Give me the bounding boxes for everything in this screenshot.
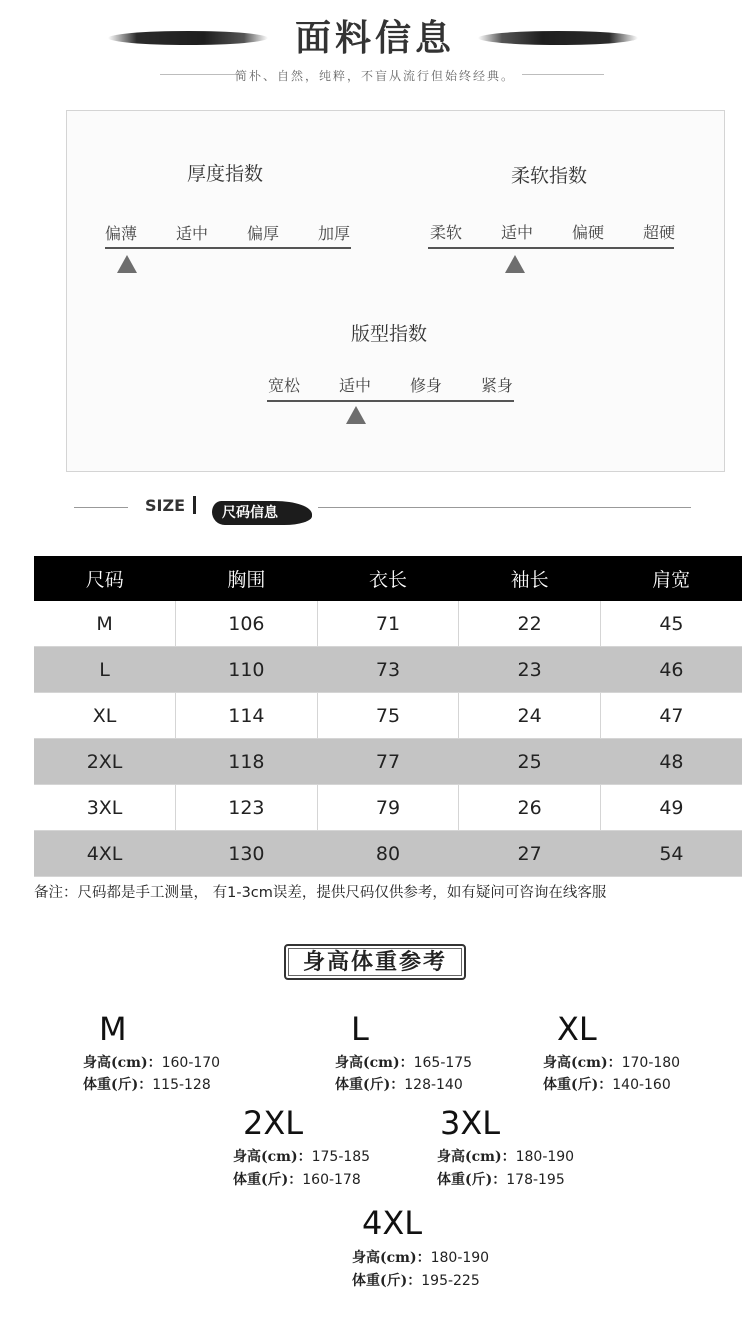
hw-height-value: 175-185 xyxy=(311,1149,371,1165)
thickness-option: 适中 xyxy=(175,224,208,243)
size-label-separator xyxy=(193,496,196,514)
hw-height-label: 身高(cm)： xyxy=(83,1055,162,1071)
table-cell: 118 xyxy=(176,739,318,785)
hw-height-label: 身高(cm)： xyxy=(335,1055,414,1071)
table-cell: 25 xyxy=(459,739,601,785)
fit-scale-line xyxy=(267,400,514,402)
softness-scale-labels xyxy=(430,220,675,243)
hw-weight-line xyxy=(352,1270,480,1290)
hw-weight-label: 体重(斤)： xyxy=(83,1077,153,1093)
thickness-scale-labels xyxy=(105,221,350,244)
table-cell: 23 xyxy=(459,647,601,693)
table-row xyxy=(34,831,742,877)
hw-height-line xyxy=(352,1247,489,1267)
hw-height-value: 160-170 xyxy=(161,1055,221,1071)
hw-height-label: 身高(cm)： xyxy=(233,1149,312,1165)
hw-height-value: 170-180 xyxy=(621,1055,681,1071)
hw-weight-line xyxy=(83,1074,211,1094)
fit-option: 宽松 xyxy=(268,376,301,395)
table-cell: 3XL xyxy=(34,785,176,831)
hw-weight-line xyxy=(335,1074,463,1094)
hw-weight-value: 195-225 xyxy=(421,1273,480,1289)
hw-height-label: 身高(cm)： xyxy=(437,1149,516,1165)
table-header-row xyxy=(34,556,742,601)
hw-size-label: 2XL xyxy=(243,1104,304,1142)
size-label: SIZE xyxy=(145,496,186,515)
hw-weight-label: 体重(斤)： xyxy=(352,1273,422,1289)
softness-index-title: 柔软指数 xyxy=(510,165,587,187)
table-cell: L xyxy=(34,647,176,693)
table-header-cell: 衣长 xyxy=(317,556,459,601)
table-cell: 73 xyxy=(317,647,459,693)
fabric-info-panel xyxy=(66,110,725,472)
hw-weight-line xyxy=(233,1169,361,1189)
table-row xyxy=(34,785,742,831)
thickness-option: 加厚 xyxy=(317,224,350,243)
fit-indicator-icon xyxy=(346,406,366,424)
hw-size-label: L xyxy=(351,1010,369,1048)
size-table xyxy=(34,556,742,877)
table-cell: 54 xyxy=(600,831,742,877)
table-cell: 130 xyxy=(176,831,318,877)
table-row xyxy=(34,647,742,693)
page-title: 面料信息 xyxy=(294,17,455,59)
table-cell: 24 xyxy=(459,693,601,739)
table-row xyxy=(34,601,742,647)
table-cell: 123 xyxy=(176,785,318,831)
hw-height-value: 180-190 xyxy=(515,1149,575,1165)
hw-weight-label: 体重(斤)： xyxy=(335,1077,405,1093)
hw-height-label: 身高(cm)： xyxy=(352,1250,431,1266)
thickness-index-title: 厚度指数 xyxy=(186,163,263,185)
table-header-cell: 尺码 xyxy=(34,556,176,601)
softness-option: 偏硬 xyxy=(571,223,604,242)
thickness-option: 偏厚 xyxy=(246,224,279,243)
hw-height-line xyxy=(83,1052,220,1072)
size-divider-left xyxy=(74,507,128,508)
hw-height-value: 165-175 xyxy=(413,1055,473,1071)
hw-weight-line xyxy=(437,1169,565,1189)
table-header-cell: 袖长 xyxy=(459,556,601,601)
table-header-cell: 胸围 xyxy=(176,556,318,601)
softness-option: 柔软 xyxy=(430,223,463,242)
table-cell: 26 xyxy=(459,785,601,831)
thickness-option: 偏薄 xyxy=(105,224,138,243)
softness-option: 适中 xyxy=(500,223,533,242)
fit-option: 修身 xyxy=(409,376,442,395)
table-cell: 27 xyxy=(459,831,601,877)
hw-weight-value: 140-160 xyxy=(612,1077,671,1093)
table-cell: XL xyxy=(34,693,176,739)
fit-option: 适中 xyxy=(338,376,371,395)
hw-weight-line xyxy=(543,1074,671,1094)
table-cell: 75 xyxy=(317,693,459,739)
fit-scale-labels xyxy=(268,373,513,396)
table-cell: 2XL xyxy=(34,739,176,785)
softness-option: 超硬 xyxy=(642,223,675,242)
table-cell: 80 xyxy=(317,831,459,877)
hw-size-label: M xyxy=(99,1010,127,1048)
hw-weight-value: 128-140 xyxy=(404,1077,463,1093)
fit-option: 紧身 xyxy=(480,376,513,395)
table-cell: 4XL xyxy=(34,831,176,877)
height-weight-title: 身高体重参考 xyxy=(284,944,466,980)
hw-height-value: 180-190 xyxy=(430,1250,490,1266)
softness-indicator-icon xyxy=(505,255,525,273)
table-row xyxy=(34,693,742,739)
softness-scale-line xyxy=(428,247,674,249)
table-row xyxy=(34,739,742,785)
hw-height-line xyxy=(437,1146,574,1166)
hw-size-label: XL xyxy=(557,1010,597,1048)
hw-weight-label: 体重(斤)： xyxy=(437,1172,507,1188)
hw-weight-value: 115-128 xyxy=(152,1077,211,1093)
hw-weight-label: 体重(斤)： xyxy=(233,1172,303,1188)
table-cell: 48 xyxy=(600,739,742,785)
table-cell: 49 xyxy=(600,785,742,831)
hw-height-label: 身高(cm)： xyxy=(543,1055,622,1071)
table-cell: 71 xyxy=(317,601,459,647)
table-cell: 45 xyxy=(600,601,742,647)
table-cell: 110 xyxy=(176,647,318,693)
hw-size-label: 3XL xyxy=(440,1104,501,1142)
hw-weight-value: 178-195 xyxy=(506,1172,565,1188)
table-cell: 79 xyxy=(317,785,459,831)
hw-weight-value: 160-178 xyxy=(302,1172,361,1188)
table-header-cell: 肩宽 xyxy=(600,556,742,601)
table-cell: 22 xyxy=(459,601,601,647)
slogan: 简朴、自然，纯粹，不盲从流行但始终经典。 xyxy=(234,69,515,83)
size-info-badge: 尺码信息 xyxy=(212,501,312,525)
measurement-remark: 备注：尺码都是手工测量， 有1-3cm误差，提供尺码仅供参考，如有疑问可咨询在线客服 xyxy=(34,885,607,901)
hw-height-line xyxy=(335,1052,472,1072)
hw-weight-label: 体重(斤)： xyxy=(543,1077,613,1093)
thickness-scale-line xyxy=(105,247,351,249)
table-cell: 114 xyxy=(176,693,318,739)
table-cell: 46 xyxy=(600,647,742,693)
hw-height-line xyxy=(233,1146,370,1166)
table-cell: M xyxy=(34,601,176,647)
thickness-indicator-icon xyxy=(117,255,137,273)
size-divider-right xyxy=(318,507,691,508)
table-cell: 47 xyxy=(600,693,742,739)
fit-index-title: 版型指数 xyxy=(350,323,427,345)
table-cell: 77 xyxy=(317,739,459,785)
hw-size-label: 4XL xyxy=(362,1204,423,1242)
table-cell: 106 xyxy=(176,601,318,647)
hw-height-line xyxy=(543,1052,680,1072)
